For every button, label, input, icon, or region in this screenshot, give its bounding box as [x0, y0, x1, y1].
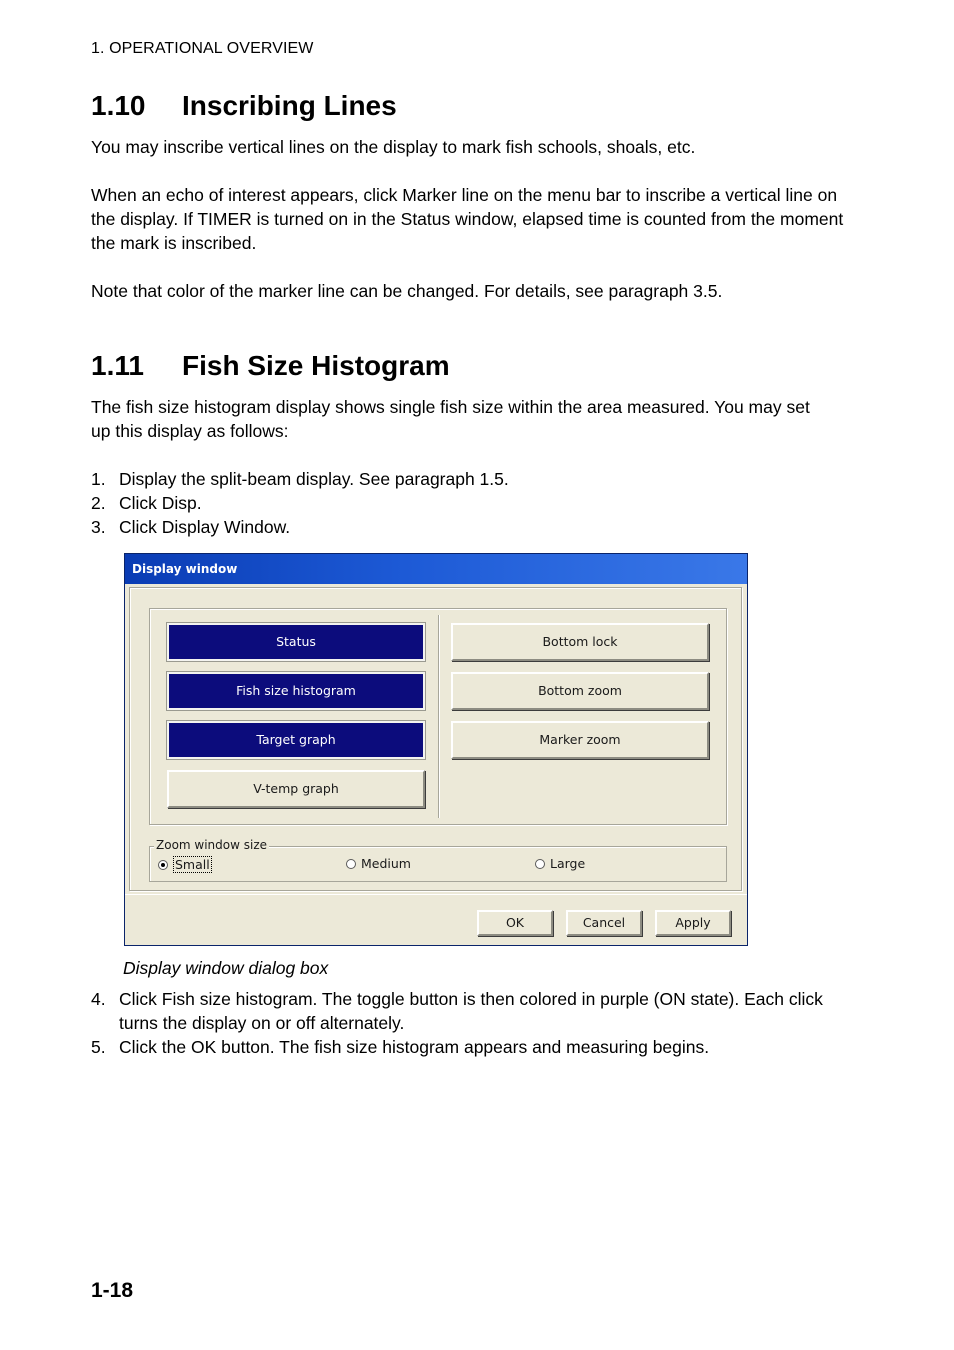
section-heading-1-10	[91, 90, 397, 122]
radio-small[interactable]	[158, 856, 212, 873]
radio-large[interactable]	[535, 856, 585, 871]
radio-label: Small	[175, 857, 210, 872]
zoom-window-size-group	[149, 838, 727, 882]
running-head: 1. OPERATIONAL OVERVIEW	[91, 40, 314, 57]
dialog-title: Display window	[125, 554, 747, 584]
step-number: 4.	[91, 989, 106, 1009]
apply-button[interactable]: Apply	[655, 910, 731, 936]
section-heading-1-11	[91, 350, 450, 382]
radio-label: Large	[550, 856, 586, 871]
step-number: 2.	[91, 493, 106, 513]
paragraph: When an echo of interest appears, click Marker line on the menu bar to inscribe a vertical line on the display. If TIMER is turned on in the Status window, elapsed time is counted from the moment the mark is inscribed.	[91, 185, 844, 253]
page-number: 1-18	[91, 1279, 134, 1302]
status-toggle-button[interactable]: Status	[167, 623, 425, 661]
bottom-lock-toggle-button[interactable]: Bottom lock	[451, 623, 709, 661]
step-number: 1.	[91, 469, 106, 489]
fish-size-histogram-toggle-button[interactable]: Fish size histogram	[167, 672, 425, 710]
list-item	[91, 515, 851, 539]
list-item	[91, 1035, 831, 1059]
cancel-button[interactable]: Cancel	[566, 910, 642, 936]
step-text: Click the OK button. The fish size histogram appears and measuring begins.	[119, 1037, 710, 1057]
ok-button[interactable]: OK	[477, 910, 553, 936]
list-item	[91, 987, 831, 1035]
paragraph: The fish size histogram display shows single fish size within the area measured. You may set up this display as follows:	[91, 397, 810, 441]
radio-checked-icon	[158, 860, 168, 870]
v-temp-graph-toggle-button[interactable]: V-temp graph	[167, 770, 425, 808]
panel-divider	[438, 615, 439, 818]
radio-unchecked-icon	[535, 859, 545, 869]
steps-list	[91, 467, 851, 539]
step-text: Click Fish size histogram. The toggle button is then colored in purple (ON state). Each click turns the display on or off alternately.	[119, 989, 823, 1033]
list-item	[91, 467, 851, 491]
steps-list-continued	[91, 987, 831, 1059]
radio-label: Medium	[361, 856, 411, 871]
step-text: Click Display Window.	[119, 517, 291, 537]
figure-caption: Display window dialog box	[123, 958, 329, 978]
step-text: Display the split-beam display. See paragraph 1.5.	[119, 469, 509, 489]
section-title: Fish Size Histogram	[182, 350, 450, 381]
dialog-separator	[125, 894, 747, 895]
target-graph-toggle-button[interactable]: Target graph	[167, 721, 425, 759]
section-number: 1.11	[91, 350, 144, 381]
paragraph: Note that color of the marker line can be changed. For details, see paragraph 3.5.	[91, 281, 723, 301]
radio-unchecked-icon	[346, 859, 356, 869]
section-title: Inscribing Lines	[182, 90, 397, 121]
step-text: Click Disp.	[119, 493, 202, 513]
paragraph: You may inscribe vertical lines on the display to mark fish schools, shoals, etc.	[91, 137, 696, 157]
toggle-panel	[149, 608, 727, 825]
bottom-zoom-toggle-button[interactable]: Bottom zoom	[451, 672, 709, 710]
section-number: 1.10	[91, 90, 146, 121]
dialog-panel	[129, 587, 742, 891]
display-window-dialog	[124, 553, 748, 946]
zoom-window-size-label: Zoom window size	[156, 838, 268, 852]
list-item	[91, 491, 851, 515]
step-number: 5.	[91, 1037, 106, 1057]
step-number: 3.	[91, 517, 106, 537]
radio-medium[interactable]	[346, 856, 411, 871]
marker-zoom-toggle-button[interactable]: Marker zoom	[451, 721, 709, 759]
